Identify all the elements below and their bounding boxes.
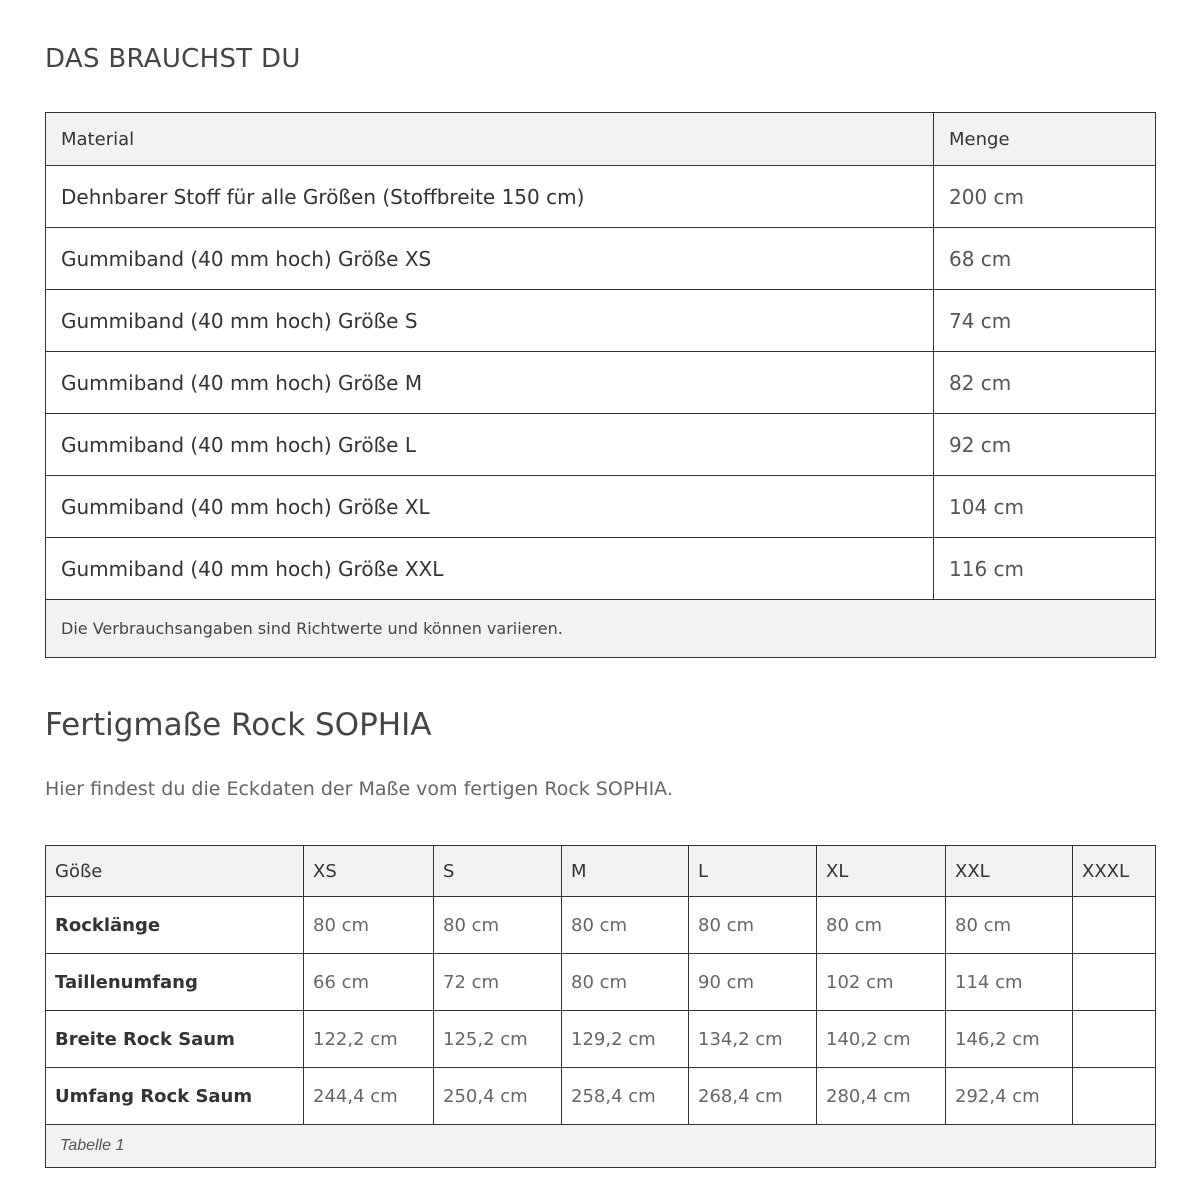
table-row [46,476,1156,538]
table-row [46,897,1156,954]
header-m: M [562,846,689,897]
table-row [46,1068,1156,1125]
value-cell [1073,1068,1156,1125]
row-label: Rocklänge [46,897,304,954]
value-cell: 125,2 cm [434,1011,562,1068]
header-xxxl: XXXL [1073,846,1156,897]
table-row [46,954,1156,1011]
value-cell: 134,2 cm [689,1011,817,1068]
value-cell [1073,954,1156,1011]
dimensions-intro: Hier findest du die Eckdaten der Maße vom fertigen Rock SOPHIA. [45,778,673,800]
amount-cell: 200 cm [934,166,1156,228]
value-cell: 114 cm [946,954,1073,1011]
value-cell: 280,4 cm [817,1068,946,1125]
table-row [46,414,1156,476]
row-label: Breite Rock Saum [46,1011,304,1068]
value-cell: 146,2 cm [946,1011,1073,1068]
value-cell: 102 cm [817,954,946,1011]
material-cell: Gummiband (40 mm hoch) Größe XXL [46,538,934,600]
value-cell: 244,4 cm [304,1068,434,1125]
header-xs: XS [304,846,434,897]
amount-cell: 82 cm [934,352,1156,414]
materials-header-row [46,113,1156,166]
header-size: Göße [46,846,304,897]
value-cell: 80 cm [434,897,562,954]
material-cell: Gummiband (40 mm hoch) Größe S [46,290,934,352]
value-cell: 80 cm [304,897,434,954]
value-cell: 66 cm [304,954,434,1011]
value-cell [1073,1011,1156,1068]
header-xl: XL [817,846,946,897]
material-cell: Gummiband (40 mm hoch) Größe XL [46,476,934,538]
materials-title: DAS BRAUCHST DU [45,44,301,74]
value-cell: 140,2 cm [817,1011,946,1068]
dimensions-header-row [46,846,1156,897]
value-cell: 80 cm [689,897,817,954]
amount-cell: 92 cm [934,414,1156,476]
table-row [46,166,1156,228]
dimensions-caption-row [46,1125,1156,1168]
value-cell: 122,2 cm [304,1011,434,1068]
value-cell: 250,4 cm [434,1068,562,1125]
header-material: Material [46,113,934,166]
value-cell: 72 cm [434,954,562,1011]
table-row [46,228,1156,290]
value-cell: 268,4 cm [689,1068,817,1125]
materials-table [45,112,1156,658]
material-cell: Gummiband (40 mm hoch) Größe L [46,414,934,476]
row-label: Taillenumfang [46,954,304,1011]
amount-cell: 104 cm [934,476,1156,538]
value-cell: 129,2 cm [562,1011,689,1068]
row-label: Umfang Rock Saum [46,1068,304,1125]
amount-cell: 68 cm [934,228,1156,290]
value-cell: 258,4 cm [562,1068,689,1125]
value-cell: 90 cm [689,954,817,1011]
dimensions-table [45,845,1156,1168]
value-cell: 80 cm [946,897,1073,954]
material-cell: Dehnbarer Stoff für alle Größen (Stoffbreite 150 cm) [46,166,934,228]
amount-cell: 116 cm [934,538,1156,600]
value-cell [1073,897,1156,954]
material-cell: Gummiband (40 mm hoch) Größe XS [46,228,934,290]
header-s: S [434,846,562,897]
table-caption: Tabelle 1 [46,1125,1156,1168]
table-row [46,290,1156,352]
value-cell: 80 cm [562,897,689,954]
dimensions-title: Fertigmaße Rock SOPHIA [45,707,432,743]
value-cell: 292,4 cm [946,1068,1073,1125]
header-xxl: XXL [946,846,1073,897]
materials-footnote: Die Verbrauchsangaben sind Richtwerte und können variieren. [46,600,1156,658]
table-row [46,538,1156,600]
header-l: L [689,846,817,897]
materials-footnote-row [46,600,1156,658]
value-cell: 80 cm [562,954,689,1011]
header-amount: Menge [934,113,1156,166]
amount-cell: 74 cm [934,290,1156,352]
material-cell: Gummiband (40 mm hoch) Größe M [46,352,934,414]
table-row [46,352,1156,414]
table-row [46,1011,1156,1068]
value-cell: 80 cm [817,897,946,954]
